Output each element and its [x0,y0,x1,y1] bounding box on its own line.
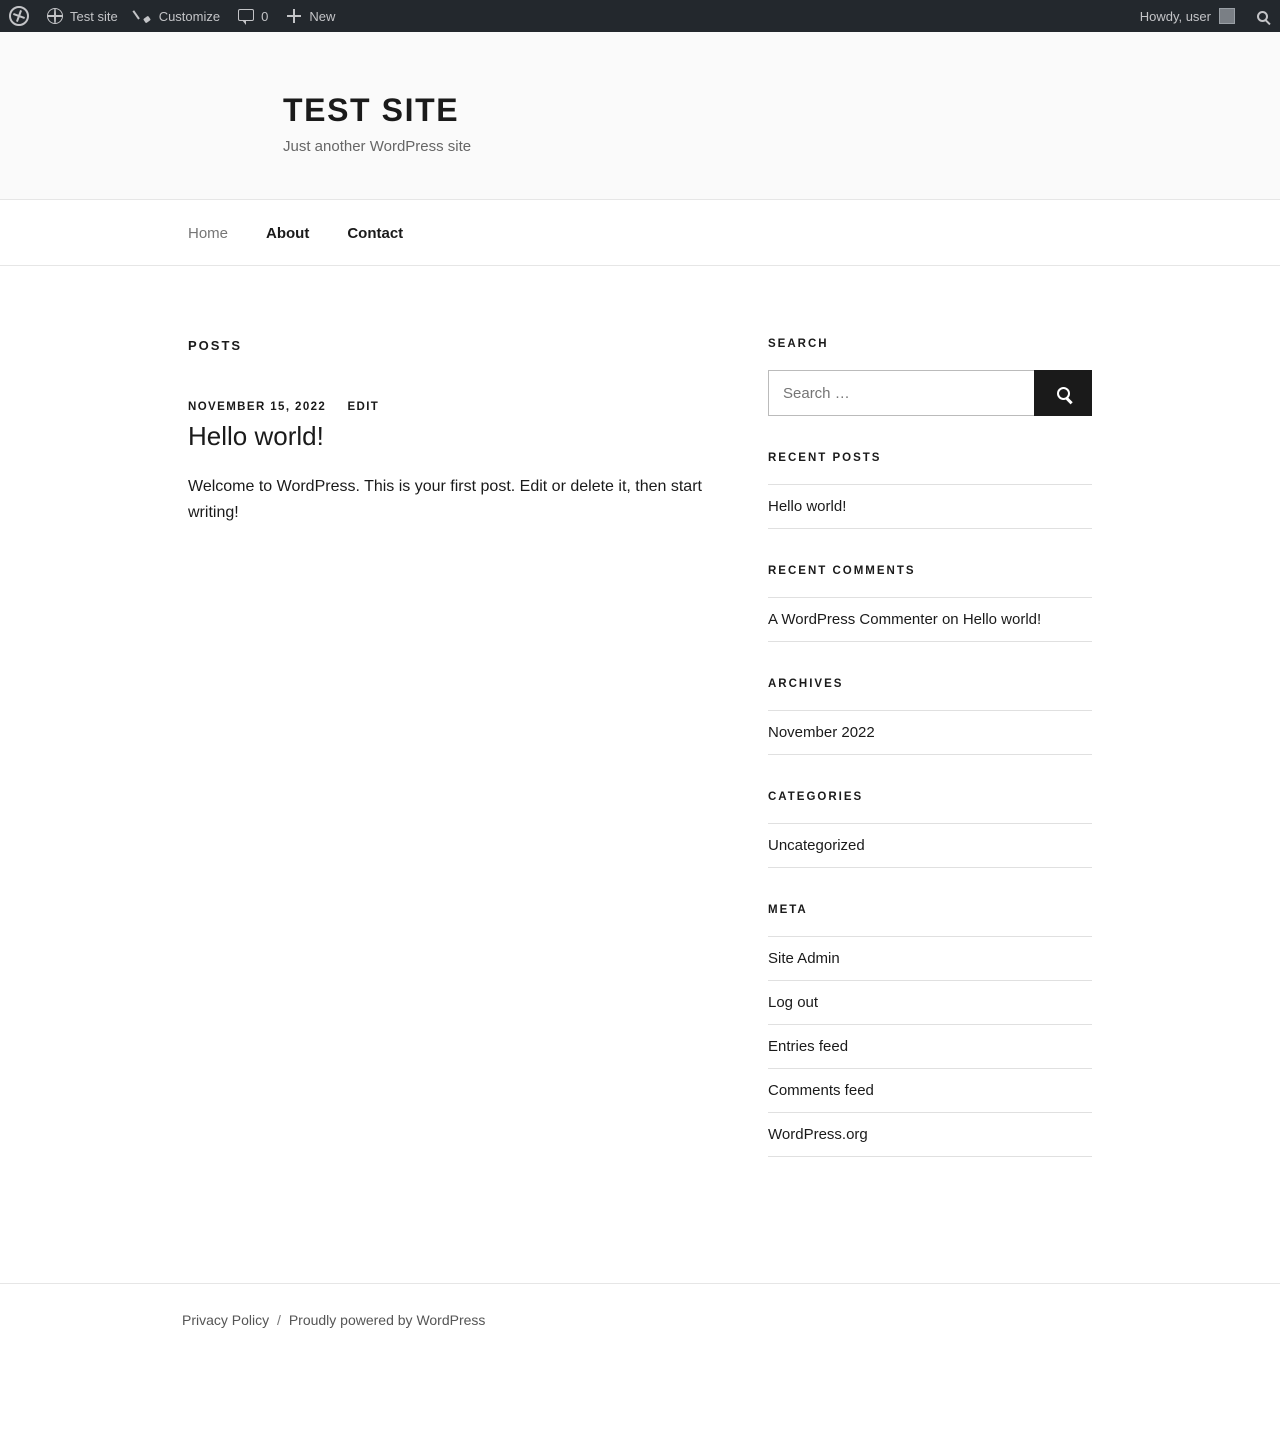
plus-icon [286,8,302,24]
post-date[interactable]: NOVEMBER 15, 2022 [188,401,327,413]
site-footer [0,1283,1280,1368]
admin-bar-customize-label: Customize [158,8,221,24]
search-icon [1257,11,1268,22]
avatar [1219,8,1235,24]
category-link[interactable]: Uncategorized [768,837,865,854]
post-meta [188,401,768,413]
admin-bar-wp-logo[interactable] [0,0,38,32]
admin-bar-comments[interactable] [229,0,277,32]
privacy-policy-link[interactable]: Privacy Policy [182,1312,270,1328]
widget-archives [768,678,1092,755]
wordpress-logo-icon [9,6,29,26]
archive-link[interactable]: November 2022 [768,724,875,741]
posts-section-label: POSTS [188,338,243,353]
primary-content [188,338,768,1193]
post-title [188,421,768,452]
comment-on-label: on [941,611,959,628]
admin-bar-new-label: New [309,8,336,24]
widget-recent-comments [768,565,1092,642]
nav-link-contact[interactable]: Contact [347,224,404,242]
widget-recent-comments-title: RECENT COMMENTS [768,565,916,577]
content-area [0,266,1280,1283]
site-branding [95,92,1185,155]
nav-link-home[interactable]: Home [188,224,229,242]
list-item[interactable] [768,598,1092,642]
list-item[interactable] [768,1113,1092,1157]
widget-search-title: SEARCH [768,338,829,350]
list-item[interactable] [768,824,1092,868]
post-edit-link[interactable]: EDIT [347,401,380,413]
nav-list [0,200,1280,266]
howdy-label: Howdy, user [1139,8,1211,24]
widget-archives-title: ARCHIVES [768,678,844,690]
footer-inner [0,1312,1280,1328]
nav-item-contact[interactable] [328,225,422,242]
admin-bar-site-name-label: Test site [70,8,118,24]
widget-categories [768,791,1092,868]
widget-meta [768,904,1092,1157]
meta-link-log-out[interactable]: Log out [768,994,819,1011]
content-columns [0,338,1280,1193]
list-item[interactable] [768,981,1092,1025]
meta-link-comments-feed[interactable]: Comments feed [768,1082,874,1099]
admin-bar-new[interactable] [277,0,344,32]
admin-bar-right-group [1131,0,1280,32]
comment-author: A WordPress Commenter [768,611,938,628]
widget-recent-posts [768,452,1092,529]
paintbrush-icon [136,8,152,24]
search-form [768,370,1092,416]
main-navigation [0,200,1280,266]
admin-bar-my-account[interactable] [1131,0,1244,32]
sidebar [768,338,1092,1193]
search-input[interactable] [768,370,1034,416]
meta-list [768,936,1092,1157]
meta-link-entries-feed[interactable]: Entries feed [768,1038,849,1055]
site-title-link[interactable]: TEST SITE [283,92,460,128]
nav-link-about[interactable]: About [266,224,310,242]
meta-link-wordpress-org[interactable]: WordPress.org [768,1126,868,1143]
site-header-wrap [95,92,1185,155]
recent-posts-list [768,484,1092,529]
admin-bar-site-name[interactable] [38,0,127,32]
nav-item-about[interactable] [247,225,328,242]
list-item[interactable] [768,1025,1092,1069]
powered-by-link[interactable]: Proudly powered by WordPress [288,1312,486,1328]
meta-link-site-admin[interactable]: Site Admin [768,950,840,967]
page-title [283,92,1185,129]
site-description: Just another WordPress site [283,138,472,155]
categories-list [768,823,1092,868]
admin-bar-search-button[interactable] [1244,0,1280,32]
widget-recent-posts-title: RECENT POSTS [768,452,882,464]
post-content [188,474,768,525]
list-item[interactable] [768,711,1092,755]
footer-separator: / [277,1312,281,1328]
comment-post-link[interactable]: Hello world! [962,611,1042,628]
list-item[interactable] [768,1069,1092,1113]
list-item[interactable] [768,485,1092,529]
nav-item-home[interactable] [188,225,247,242]
comment-bubble-icon [238,9,254,21]
list-item[interactable] [768,937,1092,981]
widget-meta-title: META [768,904,808,916]
post-body-text: Welcome to WordPress. This is your first post. Edit or delete it, then start writing! [188,478,702,521]
widget-search [768,338,1092,416]
recent-comments-list [768,597,1092,642]
search-submit-button[interactable] [1034,370,1092,416]
site-header [0,32,1280,200]
recent-post-link[interactable]: Hello world! [768,498,847,515]
archives-list [768,710,1092,755]
post-title-link[interactable]: Hello world! [188,421,324,451]
widget-categories-title: CATEGORIES [768,791,864,803]
site-globe-icon [47,8,63,24]
admin-bar-customize[interactable] [127,0,229,32]
admin-bar [0,0,1280,32]
admin-bar-comments-count: 0 [261,8,269,24]
search-icon [1057,387,1070,400]
post-article [188,401,768,525]
